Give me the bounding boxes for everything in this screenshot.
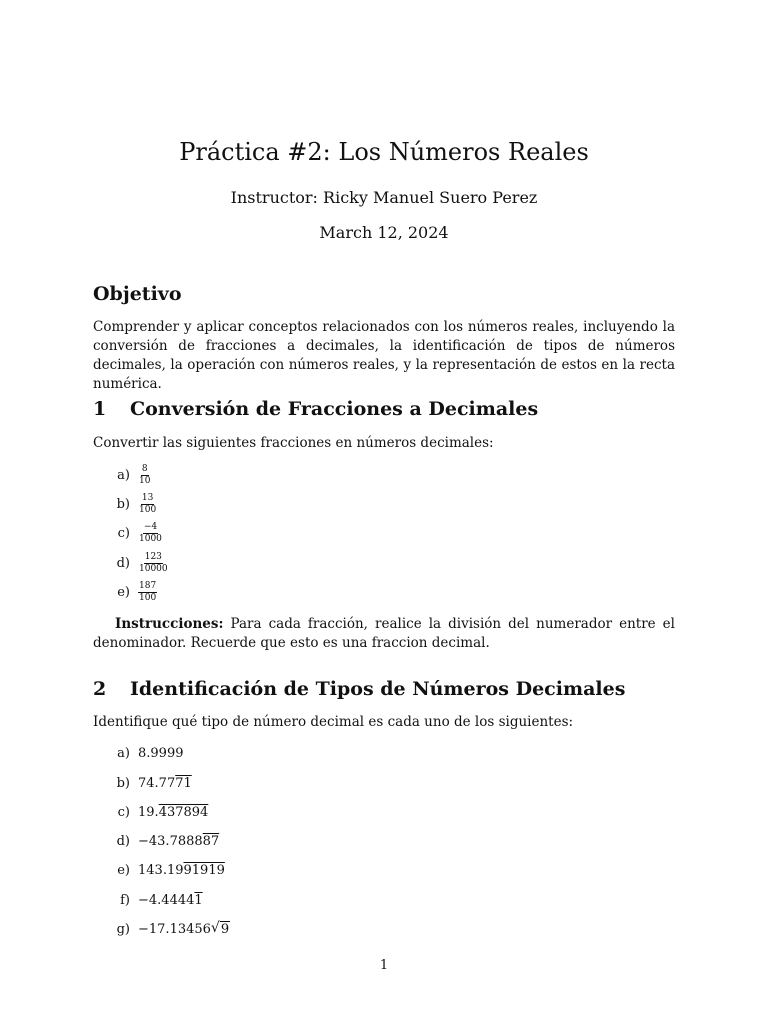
document-date: March 12, 2024 bbox=[319, 223, 449, 242]
item-label: b) bbox=[116, 497, 130, 512]
item-label: e) bbox=[117, 585, 130, 600]
square-root bbox=[211, 922, 230, 937]
section-2-title: Identificación de Tipos de Números Decimales bbox=[130, 678, 626, 700]
decimal-item bbox=[108, 805, 208, 829]
item-label: c) bbox=[117, 526, 130, 541]
decimal-base: 143.19 bbox=[138, 863, 184, 878]
decimal-number bbox=[138, 834, 219, 849]
fraction-item bbox=[108, 582, 157, 606]
item-label: e) bbox=[117, 863, 130, 878]
decimal-item bbox=[108, 863, 225, 887]
denominator: 100 bbox=[139, 505, 157, 515]
repeating-digits: 1 bbox=[194, 893, 203, 908]
instructions-text: Para cada fracción, realice la división del numerador entre el denominador. Recuerde que esto es una fraccion decimal. bbox=[93, 616, 675, 651]
decimal-item bbox=[108, 746, 184, 770]
denominator: 100 bbox=[139, 593, 157, 603]
numerator: 187 bbox=[139, 581, 157, 591]
section-1-number: 1 bbox=[93, 398, 107, 420]
fraction bbox=[138, 553, 169, 574]
denominator: 1000 bbox=[139, 534, 162, 544]
item-label: g) bbox=[116, 922, 130, 937]
objetivo-paragraph: Comprender y aplicar conceptos relacionados con los números reales, incluyendo la conversión de fracciones a decimales, la identificación de tipos de números decimales, la operación con números reales, y la representación de estos en la recta numérica. bbox=[93, 319, 675, 392]
item-label: a) bbox=[117, 468, 130, 483]
decimal-base: −4.4444 bbox=[138, 893, 195, 908]
repeating-digits: 87 bbox=[202, 834, 220, 849]
heading-objetivo: Objetivo bbox=[93, 283, 182, 305]
page-number: 1 bbox=[379, 958, 389, 973]
item-label: b) bbox=[116, 776, 130, 791]
item-label: c) bbox=[117, 805, 130, 820]
decimal-base: 8.9999 bbox=[138, 746, 184, 761]
item-label: d) bbox=[116, 556, 130, 571]
fraction-item bbox=[108, 494, 157, 518]
document-title: Práctica #2: Los Números Reales bbox=[179, 138, 589, 166]
fraction-item bbox=[108, 553, 169, 577]
decimal-number bbox=[138, 893, 203, 908]
numerator: 13 bbox=[141, 493, 154, 503]
denominator: 10 bbox=[139, 476, 151, 486]
decimal-item bbox=[108, 776, 192, 800]
decimal-base: 19. bbox=[138, 805, 159, 820]
repeating-digits: 437894 bbox=[158, 805, 209, 820]
denominator: 10000 bbox=[139, 564, 168, 574]
decimal-base: −17.13456 bbox=[138, 922, 211, 937]
section-1-title: Conversión de Fracciones a Decimales bbox=[130, 398, 539, 420]
item-label: f) bbox=[120, 893, 130, 908]
section-1-intro: Convertir las siguientes fracciones en números decimales: bbox=[93, 435, 494, 451]
decimal-base: 74.77 bbox=[138, 776, 176, 791]
fraction-item bbox=[108, 465, 151, 489]
decimal-item bbox=[108, 922, 230, 946]
decimal-item bbox=[108, 834, 219, 858]
section-2-heading bbox=[93, 678, 625, 700]
decimal-number bbox=[138, 805, 208, 820]
section-1-heading bbox=[93, 398, 538, 420]
section-2-number: 2 bbox=[93, 678, 107, 700]
document-author: Instructor: Ricky Manuel Suero Perez bbox=[230, 188, 538, 207]
repeating-digits: 91919 bbox=[183, 863, 225, 878]
decimal-item bbox=[108, 893, 203, 917]
item-label: a) bbox=[117, 746, 130, 761]
fraction-item bbox=[108, 523, 163, 547]
decimal-number bbox=[138, 776, 192, 791]
decimal-number bbox=[138, 922, 230, 937]
fraction bbox=[138, 465, 151, 486]
numerator: −4 bbox=[143, 522, 158, 532]
fraction bbox=[138, 582, 157, 603]
decimal-number bbox=[138, 863, 225, 878]
decimal-number bbox=[138, 746, 184, 761]
item-label: d) bbox=[116, 834, 130, 849]
instructions-paragraph bbox=[93, 615, 675, 653]
numerator: 8 bbox=[141, 464, 148, 474]
numerator: 123 bbox=[144, 552, 162, 562]
decimal-base: −43.7888 bbox=[138, 834, 203, 849]
radicand: 9 bbox=[220, 922, 230, 937]
section-2-intro: Identifique qué tipo de número decimal es cada uno de los siguientes: bbox=[93, 714, 574, 730]
fraction bbox=[138, 523, 163, 544]
fraction bbox=[138, 494, 157, 515]
repeating-digits: 71 bbox=[175, 776, 192, 791]
instructions-label: Instrucciones: bbox=[115, 616, 224, 632]
